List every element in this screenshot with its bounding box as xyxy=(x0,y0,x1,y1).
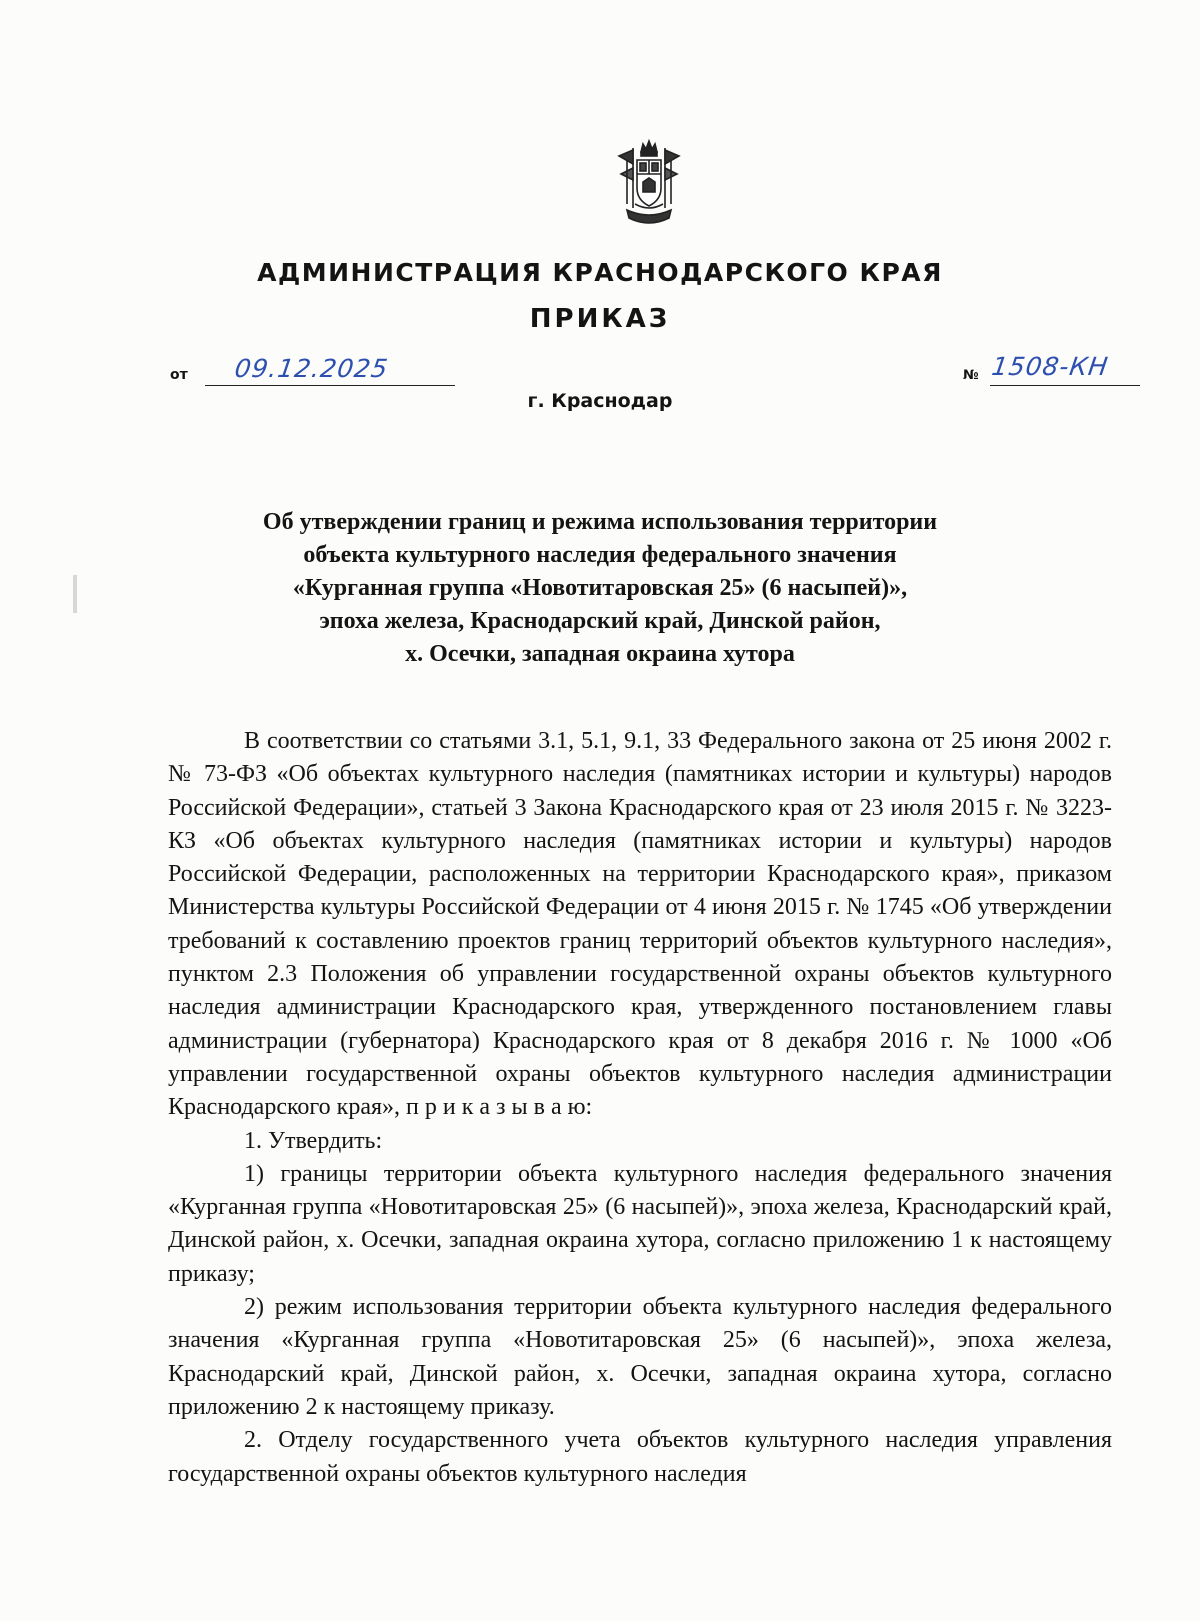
date-label: от xyxy=(170,367,188,383)
document-type: ПРИКАЗ xyxy=(529,304,671,334)
title-line: эпоха железа, Краснодарский край, Динской район, xyxy=(319,608,881,634)
clause-1-heading: 1. Утвердить: xyxy=(244,1127,383,1154)
handwritten-date: 09.12.2025 xyxy=(232,354,391,383)
order-body xyxy=(168,725,1112,1491)
title-line: объекта культурного наследия федерального значения xyxy=(303,542,897,568)
organization-name: АДМИНИСТРАЦИЯ КРАСНОДАРСКОГО КРАЯ xyxy=(257,258,943,287)
title-line: х. Осечки, западная окраина хутора xyxy=(405,641,795,667)
scan-artifact xyxy=(73,575,77,613)
handwritten-number: 1508-КН xyxy=(989,352,1111,381)
title-line: «Курганная группа «Новотитаровская 25» (6 насыпей)», xyxy=(292,575,908,601)
date-underline xyxy=(205,385,455,386)
clause-1-item-1: 1) границы территории объекта культурного наследия федерального значения «Курганная группа «Новотитаровская 25» (6 насыпей)», эпоха железа, Краснодарский край, Динской район, х. Осечки, западная окраина хутора, согласно приложению 1 к настоящему приказу; xyxy=(168,1160,1112,1287)
city-name: г. Краснодар xyxy=(527,390,673,412)
clause-1-item-2: 2) режим использования территории объекта культурного наследия федерального значения «Курганная группа «Новотитаровская 25» (6 насыпей)», эпоха железа, Краснодарский край, Динской район, х. Осечки, западная окраина хутора, согласно приложению 2 к настоящему приказу. xyxy=(168,1294,1112,1420)
preamble-paragraph: В соответствии со статьями 3.1, 5.1, 9.1, 33 Федерального закона от 25 июня 2002 г. № 73-ФЗ «Об объектах культурного наследия (памятниках истории и культуры) народов Российской Федерации», статьей 3 Закона Краснодарского края от 23 июля 2015 г. № 3223-КЗ «Об объектах культурного наследия (памятниках истории и культуры) народов Российской Федерации, расположенных на территории Краснодарского края», приказом Министерства культуры Российской Федерации от 4 июня 2015 г. № 1745 «Об утверждении требований к составлению проектов границ территорий объектов культурного наследия», пунктом 2.3 Положения об управлении государственной охраны объектов культурного наследия администрации Краснодарского края, утвержденного постановлением главы администрации (губернатора) Краснодарского края от 8 декабря 2016 г. № 1000 «Об управлении государственной охраны объектов культурного наследия администрации Краснодарского края», п р и к а з ы в а ю: xyxy=(168,728,1112,1121)
krasnodar-coat-of-arms-icon xyxy=(613,138,685,230)
number-label: № xyxy=(963,368,979,383)
order-title xyxy=(200,506,1000,671)
number-underline xyxy=(990,385,1140,386)
clause-2-paragraph: 2. Отделу государственного учета объектов культурного наследия управления государственной охраны объектов культурного наследия xyxy=(168,1427,1112,1487)
title-line: Об утверждении границ и режима использования территории xyxy=(262,509,938,535)
